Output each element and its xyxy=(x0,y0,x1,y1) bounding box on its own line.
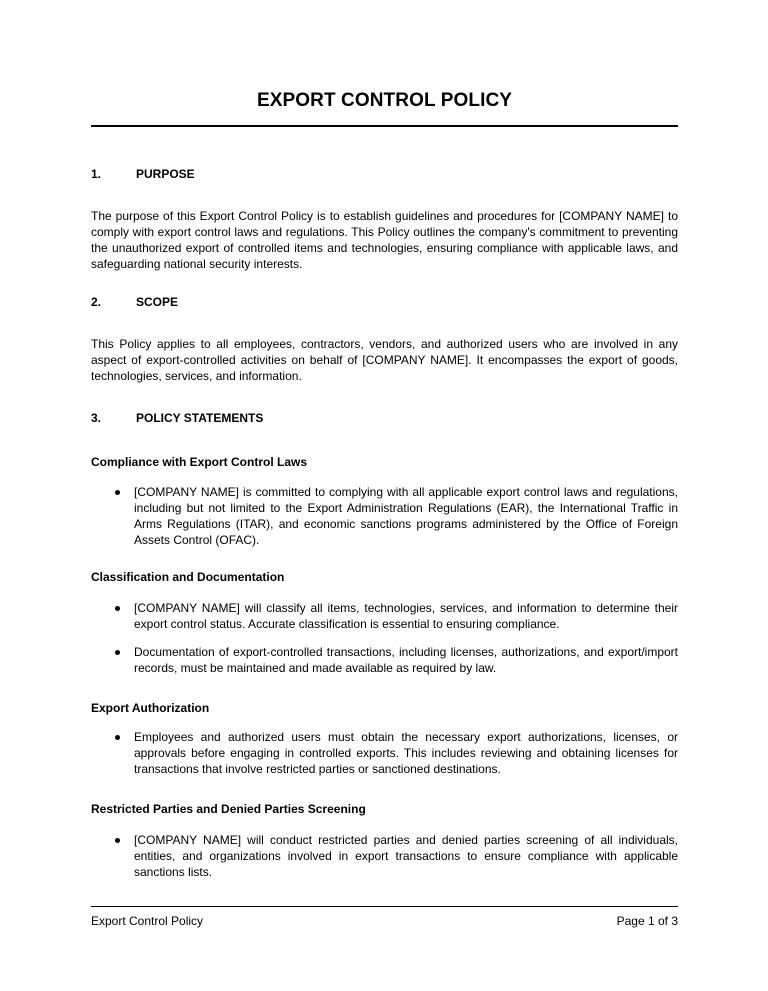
document-title: EXPORT CONTROL POLICY xyxy=(256,90,513,111)
bullet-icon xyxy=(115,490,120,495)
document-page xyxy=(91,0,678,991)
section-number: 2. xyxy=(91,295,102,309)
footer-document-name: Export Control Policy xyxy=(91,914,204,928)
bullet-icon xyxy=(115,838,120,843)
bullet-text: [COMPANY NAME] is committed to complying with all applicable export control laws and regulations, including but not limited to the Export Administration Regulations (EAR), the International Traffic in Arms Regulations (ITAR), and economic sanctions programs administered by the Office of Foreign Assets Control (OFAC). xyxy=(134,485,678,547)
footer-page-number: Page 1 of 3 xyxy=(616,914,678,928)
bullet-text: [COMPANY NAME] will classify all items, technologies, services, and information to determine their export control status. Accurate classification is essential to ensuring compliance. xyxy=(134,601,678,631)
section-number: 3. xyxy=(91,411,102,425)
subheading-compliance: Compliance with Export Control Laws xyxy=(91,455,308,469)
bullet-text: [COMPANY NAME] will conduct restricted parties and denied parties screening of all individuals, entities, and organizations involved in export transactions to ensure compliance with applicable sanctions lists. xyxy=(134,833,678,879)
bullet-icon xyxy=(115,606,120,611)
subheading-classification: Classification and Documentation xyxy=(91,570,285,584)
section-number: 1. xyxy=(91,167,102,181)
section-title: POLICY STATEMENTS xyxy=(136,411,264,425)
section-title: PURPOSE xyxy=(136,167,195,181)
scope-paragraph: This Policy applies to all employees, contractors, vendors, and authorized users who are involved in any aspect of export-controlled activities on behalf of [COMPANY NAME]. It encompasses the export of goods, technologies, services, and information. xyxy=(91,337,678,383)
footer-divider xyxy=(91,906,678,907)
subheading-export-authorization: Export Authorization xyxy=(91,701,210,715)
bullet-icon xyxy=(115,650,120,655)
purpose-paragraph: The purpose of this Export Control Policy is to establish guidelines and procedures for [COMPANY NAME] to comply with export control laws and regulations. This Policy outlines the company's commitment to preventing the unauthorized export of controlled items and technologies, ensuring compliance with applicable laws, and safeguarding national security interests. xyxy=(91,209,678,271)
title-divider xyxy=(91,125,678,127)
bullet-text: Employees and authorized users must obtain the necessary export authorizations, licenses, or approvals before engaging in controlled exports. This includes reviewing and obtaining licenses for transactions that involve restricted parties or sanctioned destinations. xyxy=(134,730,678,776)
bullet-icon xyxy=(115,735,120,740)
bullet-text: Documentation of export-controlled transactions, including licenses, authorizations, and export/import records, must be maintained and made available as required by law. xyxy=(134,645,678,675)
subheading-restricted-parties: Restricted Parties and Denied Parties Screening xyxy=(91,802,366,816)
section-title: SCOPE xyxy=(136,295,179,309)
